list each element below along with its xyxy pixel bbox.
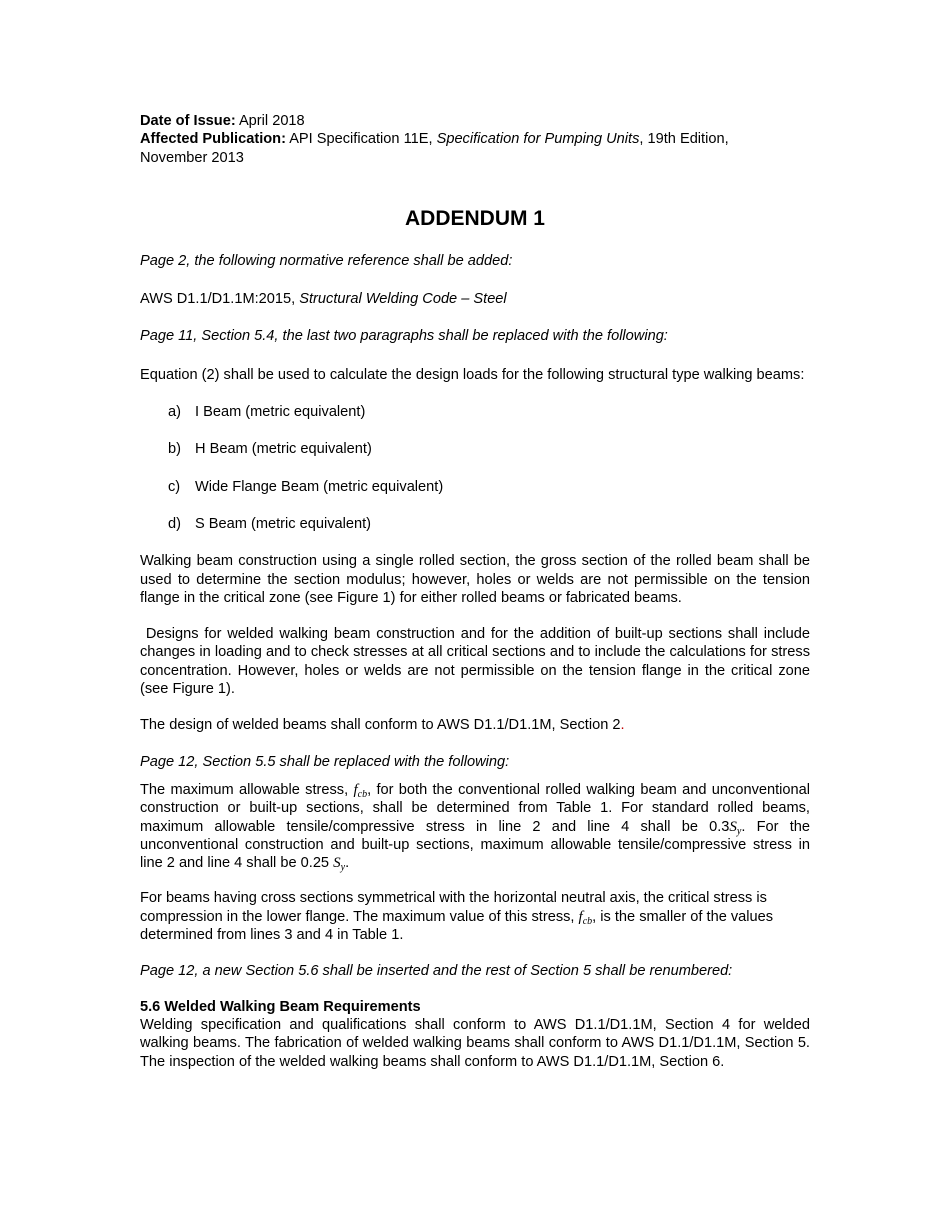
reference-title: Structural Welding Code – Steel — [299, 291, 507, 308]
sy-subscript: y — [736, 825, 742, 837]
section-heading: 5.6 Welded Walking Beam Requirements — [140, 998, 421, 1015]
affected-publication-label: Affected Publication: — [140, 131, 286, 148]
list-item — [168, 478, 810, 496]
publication-date: November 2013 — [140, 149, 244, 166]
designs-paragraph: Designs for welded walking beam construction and for the addition of built-up sections shall include changes in loading and to check stresses at all critical sections and to include the calculations for stress concentration. However, holes or welds are not permissible on the tension flange in the critical zone (see Figure 1). — [140, 626, 815, 698]
list-item-label: a) — [168, 404, 181, 421]
symmetrical-beam-paragraph — [140, 889, 810, 944]
max-stress-text-3: . For the unconventional construction and built-up sections, maximum allowable tensile/compressive stress in line 2 and line 4 shall be 0.25 — [140, 818, 810, 872]
publication-suffix: , 19th Edition, — [639, 131, 729, 148]
publication-prefix: API Specification 11E, — [289, 131, 433, 148]
date-of-issue-label: Date of Issue: — [140, 113, 236, 129]
list-item-text: H Beam (metric equivalent) — [195, 441, 372, 458]
equation-paragraph: Equation (2) shall be used to calculate the design loads for the following structural type walking beams: — [140, 366, 805, 383]
list-item — [168, 515, 810, 533]
page-title: ADDENDUM 1 — [404, 206, 545, 230]
fcb-symbol — [353, 782, 367, 798]
max-stress-text-2: , for both the conventional rolled walking beam and unconventional construction or built-up sections, shall be determined from Table 1. For standard rolled beams, maximum allowable tensile/compressive stress in line 2 and line 4 shall be 0.3 — [140, 781, 810, 835]
list-item-label: d) — [168, 515, 181, 532]
list-item-text: Wide Flange Beam (metric equivalent) — [195, 478, 444, 495]
publication-title: Specification for Pumping Units — [436, 131, 640, 148]
list-item-text: S Beam (metric equivalent) — [195, 515, 372, 532]
sy-symbol-s: S — [729, 818, 737, 835]
fcb-symbol — [579, 909, 593, 925]
list-item-label: b) — [168, 441, 181, 458]
section-body: Welding specification and qualifications shall conform to AWS D1.1/D1.1M, Section 4 for welded walking beams. The fabrication of welded walking beams shall conform to AWS D1.1/D1.1M, Section 5. The inspection of the welded walking beams shall conform to AWS D1.1/D1.1M, Section 6. — [140, 1016, 810, 1070]
sy-symbol — [333, 855, 346, 874]
walking-beam-paragraph: Walking beam construction using a single rolled section, the gross section of the rolled beam shall be used to determine the section modulus; however, holes or welds are not permissible on the tension flange in the critical zone (see Figure 1) for either rolled beams or fabricated beams. — [140, 553, 810, 606]
reference-code: AWS D1.1/D1.1M:2015, — [140, 291, 296, 308]
welded-design-text: The design of welded beams shall conform to AWS D1.1/D1.1M, Section 2 — [140, 717, 621, 734]
fcb-subscript: cb — [357, 788, 368, 800]
instruction-page-12-section-5-6: Page 12, a new Section 5.6 shall be inserted and the rest of Section 5 shall be renumbered: — [140, 963, 733, 980]
max-stress-text-4: . — [345, 855, 350, 872]
list-item-text: I Beam (metric equivalent) — [195, 404, 366, 421]
symmetrical-text-2: , is the smaller of the values determined from lines 3 and 4 in Table 1. — [140, 908, 774, 944]
fcb-symbol-f: f — [353, 781, 358, 798]
fcb-symbol-f: f — [578, 908, 583, 925]
instruction-page-11: Page 11, Section 5.4, the last two paragraphs shall be replaced with the following: — [140, 328, 668, 345]
normative-reference — [140, 290, 810, 308]
sy-symbol — [729, 819, 741, 835]
instruction-page-12-section-5-5: Page 12, Section 5.5 shall be replaced with the following: — [140, 753, 510, 770]
date-of-issue — [140, 112, 810, 130]
list-item — [168, 440, 810, 458]
sy-symbol-s: S — [333, 855, 341, 872]
welded-design-period: . — [620, 717, 625, 734]
beam-type-list — [168, 403, 810, 533]
instruction-page-2: Page 2, the following normative reference shall be added: — [140, 252, 513, 269]
fcb-subscript: cb — [582, 915, 593, 927]
date-of-issue-value: April 2018 — [238, 113, 305, 129]
sy-subscript: y — [340, 862, 346, 874]
list-item — [168, 403, 810, 421]
max-stress-paragraph — [140, 781, 810, 872]
list-item-label: c) — [168, 478, 181, 495]
affected-publication — [140, 130, 810, 167]
document-content — [140, 112, 815, 1071]
welded-design-paragraph — [140, 716, 810, 734]
symmetrical-text-1: For beams having cross sections symmetrical with the horizontal neutral axis, the critical stress is compression in the lower flange. The maximum value of this stress, — [140, 890, 767, 925]
max-stress-text-1: The maximum allowable stress, — [140, 781, 354, 798]
